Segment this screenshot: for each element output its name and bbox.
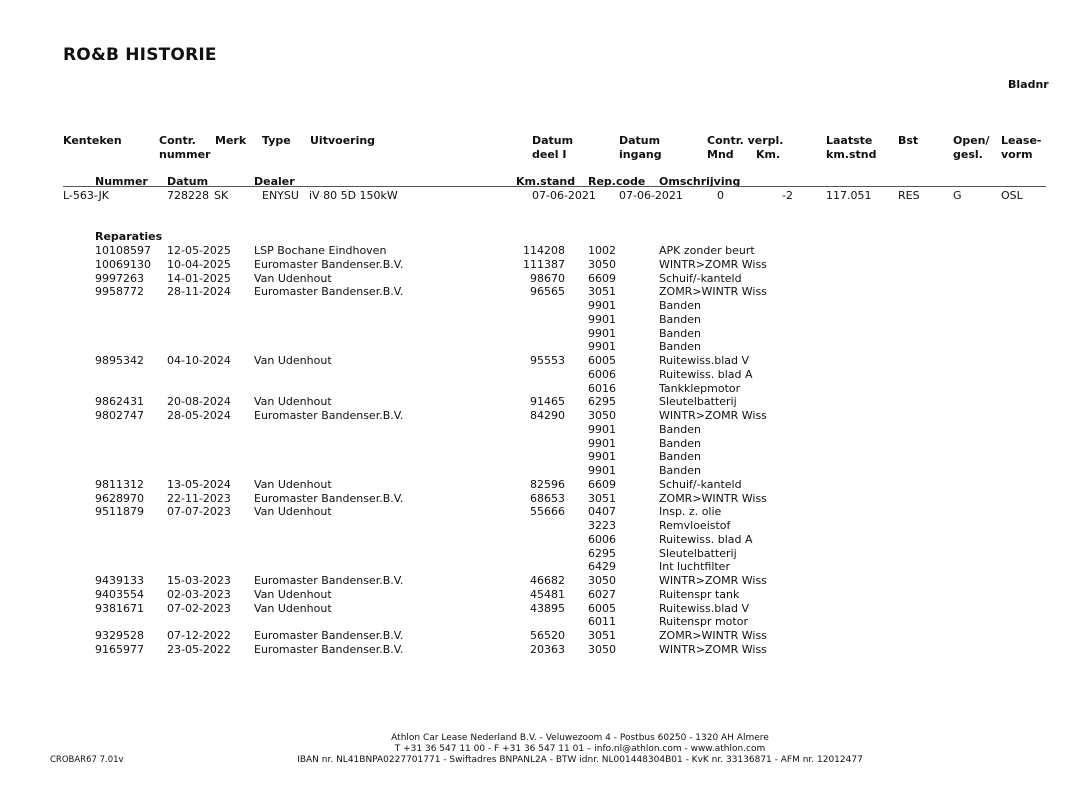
repair-omschrijving: Banden bbox=[659, 436, 701, 450]
footer-line-contact: T +31 36 547 11 00 - F +31 36 547 11 01 – info.nl@athlon.com - www.athlon.com bbox=[394, 744, 766, 754]
repair-kmstand: 46682 bbox=[530, 574, 565, 587]
repair-nummer: 9958772 bbox=[95, 285, 144, 299]
repair-kmstand: 95553 bbox=[530, 354, 565, 367]
header-open-line2: gesl. bbox=[953, 147, 983, 161]
header-datum-deel bbox=[532, 134, 573, 161]
repair-kmstand: 56520 bbox=[530, 629, 565, 642]
repair-kmstand: 84290 bbox=[530, 409, 565, 422]
repair-code: 3050 bbox=[588, 409, 616, 422]
repair-datum: 13-05-2024 bbox=[167, 477, 231, 491]
repair-row bbox=[0, 285, 1080, 299]
repair-row bbox=[0, 643, 1080, 657]
repair-row bbox=[0, 409, 1080, 423]
repair-row bbox=[0, 547, 1080, 561]
repair-code: 3051 bbox=[588, 285, 616, 299]
repair-code: 6005 bbox=[588, 601, 616, 615]
repair-kmstand: 98670 bbox=[530, 271, 565, 285]
header-mnd: Mnd bbox=[707, 147, 734, 161]
footer-company-info bbox=[240, 733, 920, 766]
repair-nummer: 9802747 bbox=[95, 409, 144, 422]
repair-omschrijving: Tankklepmotor bbox=[659, 381, 741, 395]
subheader-kmstand: Km.stand bbox=[516, 175, 576, 188]
repair-omschrijving: Schuif/-kanteld bbox=[659, 271, 742, 285]
subheader-dealer: Dealer bbox=[254, 175, 295, 188]
repair-code: 3050 bbox=[588, 257, 616, 271]
repair-code: 6027 bbox=[588, 587, 616, 601]
repair-code: 3051 bbox=[588, 491, 616, 505]
repair-kmstand: 91465 bbox=[530, 395, 565, 409]
vehicle-datum-ingang: 07-06-2021 bbox=[619, 189, 683, 202]
repair-nummer: 9165977 bbox=[95, 642, 144, 656]
header-datum-ingang-line2: ingang bbox=[619, 147, 662, 161]
page-number-label: Bladnr bbox=[1008, 78, 1049, 91]
repair-kmstand: 43895 bbox=[530, 601, 565, 615]
repair-omschrijving: APK zonder beurt bbox=[659, 244, 755, 257]
repair-nummer: 9811312 bbox=[95, 477, 144, 491]
repair-row bbox=[0, 505, 1080, 519]
subheader-nummer: Nummer bbox=[95, 175, 148, 188]
repair-omschrijving: Banden bbox=[659, 299, 701, 312]
repair-kmstand: 55666 bbox=[530, 505, 565, 519]
repair-row bbox=[0, 299, 1080, 313]
repair-dealer: Van Udenhout bbox=[254, 601, 332, 615]
repair-row bbox=[0, 615, 1080, 629]
repair-row bbox=[0, 629, 1080, 643]
repair-omschrijving: Ruitenspr tank bbox=[659, 587, 740, 601]
repair-row bbox=[0, 437, 1080, 451]
repair-dealer: Euromaster Bandenser.B.V. bbox=[254, 285, 404, 299]
repair-row bbox=[0, 382, 1080, 396]
repair-row bbox=[0, 464, 1080, 478]
repair-code: 9901 bbox=[588, 299, 616, 312]
repair-row bbox=[0, 340, 1080, 354]
repair-datum: 15-03-2023 bbox=[167, 574, 231, 587]
header-divider bbox=[63, 186, 1046, 187]
repair-omschrijving: Banden bbox=[659, 326, 701, 340]
header-type: Type bbox=[262, 134, 291, 147]
repair-code: 3050 bbox=[588, 574, 616, 587]
repair-row bbox=[0, 327, 1080, 341]
repair-code: 6005 bbox=[588, 354, 616, 367]
repair-code: 9901 bbox=[588, 450, 616, 464]
repair-omschrijving: WINTR>ZOMR Wiss bbox=[659, 642, 767, 656]
repair-row bbox=[0, 492, 1080, 506]
repair-code: 6295 bbox=[588, 546, 616, 560]
repair-omschrijving: Sleutelbatterij bbox=[659, 395, 737, 409]
repair-row bbox=[0, 588, 1080, 602]
repair-omschrijving: Schuif/-kanteld bbox=[659, 477, 742, 491]
repair-omschrijving: Banden bbox=[659, 422, 701, 436]
repair-kmstand: 68653 bbox=[530, 491, 565, 505]
repair-nummer: 9895342 bbox=[95, 354, 144, 367]
repair-row bbox=[0, 423, 1080, 437]
repair-row bbox=[0, 354, 1080, 368]
repair-dealer: Van Udenhout bbox=[254, 395, 332, 409]
repair-nummer: 9381671 bbox=[95, 601, 144, 615]
repair-kmstand: 45481 bbox=[530, 587, 565, 601]
repair-row bbox=[0, 368, 1080, 382]
repair-row bbox=[0, 450, 1080, 464]
repair-code: 9901 bbox=[588, 340, 616, 354]
repair-dealer: Van Udenhout bbox=[254, 505, 332, 519]
repair-kmstand: 96565 bbox=[530, 285, 565, 299]
header-lease-line1: Lease- bbox=[1001, 134, 1042, 147]
header-km: Km. bbox=[756, 147, 781, 161]
repair-code: 1002 bbox=[588, 244, 616, 257]
repair-datum: 07-07-2023 bbox=[167, 505, 231, 519]
repair-code: 9901 bbox=[588, 464, 616, 477]
page-title: RO&B HISTORIE bbox=[63, 45, 217, 65]
vehicle-merk: SK bbox=[214, 189, 229, 202]
header-laatste-kmstand bbox=[826, 134, 876, 161]
repair-datum: 22-11-2023 bbox=[167, 491, 231, 505]
repair-dealer: Van Udenhout bbox=[254, 354, 332, 367]
repair-omschrijving: Remvloeistof bbox=[659, 519, 731, 532]
header-merk: Merk bbox=[215, 134, 247, 147]
vehicle-mnd: 0 bbox=[717, 189, 724, 202]
repair-row bbox=[0, 244, 1080, 258]
vehicle-kenteken: L-563-JK bbox=[63, 189, 109, 202]
subheader-repcode: Rep.code bbox=[588, 175, 646, 188]
header-kenteken: Kenteken bbox=[63, 134, 122, 147]
header-leasevorm bbox=[1001, 134, 1041, 161]
header-contract-line2: nummer bbox=[159, 147, 211, 161]
repairs-section-label: Reparaties bbox=[95, 230, 163, 243]
repair-code: 3223 bbox=[588, 519, 616, 532]
repair-code: 0407 bbox=[588, 505, 616, 519]
repair-datum: 07-12-2022 bbox=[167, 629, 231, 642]
subheader-datum: Datum bbox=[167, 175, 209, 188]
repair-datum: 04-10-2024 bbox=[167, 354, 231, 367]
repair-datum: 28-11-2024 bbox=[167, 285, 231, 299]
header-datum-ingang-line1: Datum bbox=[619, 134, 661, 147]
repair-nummer: 10108597 bbox=[95, 244, 151, 257]
repair-kmstand: 114208 bbox=[523, 244, 565, 257]
repair-omschrijving: Ruitenspr motor bbox=[659, 615, 748, 629]
repair-row bbox=[0, 258, 1080, 272]
repair-omschrijving: Ruitewiss. blad A bbox=[659, 367, 753, 381]
repair-omschrijving: ZOMR>WINTR Wiss bbox=[659, 285, 767, 299]
repair-nummer: 9997263 bbox=[95, 271, 144, 285]
repair-datum: 10-04-2025 bbox=[167, 257, 231, 271]
repair-omschrijving: WINTR>ZOMR Wiss bbox=[659, 574, 767, 587]
repair-datum: 02-03-2023 bbox=[167, 587, 231, 601]
repair-omschrijving: WINTR>ZOMR Wiss bbox=[659, 257, 767, 271]
repair-code: 6011 bbox=[588, 615, 616, 629]
repair-dealer: Euromaster Bandenser.B.V. bbox=[254, 257, 404, 271]
repair-omschrijving: Banden bbox=[659, 464, 701, 477]
repair-datum: 12-05-2025 bbox=[167, 244, 231, 257]
repair-nummer: 10069130 bbox=[95, 257, 151, 271]
vehicle-uitvoering: iV 80 5D 150kW bbox=[309, 189, 398, 202]
repair-nummer: 9862431 bbox=[95, 395, 144, 409]
repair-code: 6006 bbox=[588, 532, 616, 546]
repair-omschrijving: Ruitewiss.blad V bbox=[659, 601, 750, 615]
vehicle-contract: 728228 bbox=[167, 189, 209, 202]
repair-code: 6609 bbox=[588, 477, 616, 491]
repair-code: 6429 bbox=[588, 560, 616, 574]
repair-datum: 14-01-2025 bbox=[167, 271, 231, 285]
form-code: CROBAR67 7.01v bbox=[50, 755, 124, 765]
vehicle-type: ENYSU bbox=[262, 189, 299, 202]
header-datum-ingang bbox=[619, 134, 662, 161]
repair-omschrijving: Banden bbox=[659, 312, 701, 326]
repair-nummer: 9403554 bbox=[95, 587, 144, 601]
header-open-line1: Open/ bbox=[953, 134, 990, 147]
repair-kmstand: 20363 bbox=[530, 642, 565, 656]
header-datum-deel-line1: Datum bbox=[532, 134, 574, 147]
header-laatste-line1: Laatste bbox=[826, 134, 873, 147]
repair-datum: 23-05-2022 bbox=[167, 642, 231, 656]
repair-kmstand: 82596 bbox=[530, 477, 565, 491]
repair-code: 9901 bbox=[588, 422, 616, 436]
header-bst: Bst bbox=[898, 134, 919, 147]
repair-row bbox=[0, 602, 1080, 616]
header-datum-deel-line2: deel I bbox=[532, 147, 567, 161]
repair-datum: 20-08-2024 bbox=[167, 395, 231, 409]
vehicle-laatste-km: 117.051 bbox=[826, 189, 872, 202]
repair-dealer: Van Udenhout bbox=[254, 271, 332, 285]
repair-row bbox=[0, 574, 1080, 588]
subheader-omschrijving: Omschrijving bbox=[659, 175, 741, 188]
repair-code: 9901 bbox=[588, 326, 616, 340]
repair-code: 6609 bbox=[588, 271, 616, 285]
repair-omschrijving: Int luchtfilter bbox=[659, 560, 730, 574]
repair-row bbox=[0, 533, 1080, 547]
repair-nummer: 9329528 bbox=[95, 629, 144, 642]
repair-omschrijving: Banden bbox=[659, 450, 701, 464]
repair-code: 9901 bbox=[588, 312, 616, 326]
repair-row bbox=[0, 313, 1080, 327]
repair-omschrijving: WINTR>ZOMR Wiss bbox=[659, 409, 767, 422]
vehicle-bst: RES bbox=[898, 189, 920, 202]
repair-code: 9901 bbox=[588, 436, 616, 450]
repair-dealer: Van Udenhout bbox=[254, 477, 332, 491]
repair-kmstand: 111387 bbox=[523, 257, 565, 271]
repair-code: 6016 bbox=[588, 381, 616, 395]
header-contract bbox=[159, 134, 210, 161]
repair-omschrijving: Sleutelbatterij bbox=[659, 546, 737, 560]
repair-omschrijving: Ruitewiss. blad A bbox=[659, 532, 753, 546]
repair-dealer: Euromaster Bandenser.B.V. bbox=[254, 629, 404, 642]
vehicle-km: -2 bbox=[782, 189, 793, 202]
repair-row bbox=[0, 272, 1080, 286]
repair-nummer: 9439133 bbox=[95, 574, 144, 587]
repair-datum: 07-02-2023 bbox=[167, 601, 231, 615]
repair-nummer: 9628970 bbox=[95, 491, 144, 505]
repair-code: 6295 bbox=[588, 395, 616, 409]
repair-row bbox=[0, 519, 1080, 533]
repair-nummer: 9511879 bbox=[95, 505, 144, 519]
repair-omschrijving: ZOMR>WINTR Wiss bbox=[659, 629, 767, 642]
repair-dealer: Euromaster Bandenser.B.V. bbox=[254, 409, 404, 422]
repair-dealer: Euromaster Bandenser.B.V. bbox=[254, 574, 404, 587]
repair-code: 6006 bbox=[588, 367, 616, 381]
vehicle-lease: OSL bbox=[1001, 189, 1023, 202]
header-open-gesloten bbox=[953, 134, 990, 161]
header-contract-line1: Contr. bbox=[159, 134, 196, 147]
repair-row bbox=[0, 560, 1080, 574]
footer-line-address: Athlon Car Lease Nederland B.V. - Veluwezoom 4 - Postbus 60250 - 1320 AH Almere bbox=[391, 733, 769, 743]
header-laatste-line2: km.stnd bbox=[826, 147, 877, 161]
repair-row bbox=[0, 395, 1080, 409]
repair-omschrijving: Insp. z. olie bbox=[659, 505, 722, 519]
header-uitvoering: Uitvoering bbox=[310, 134, 376, 147]
repair-omschrijving: Ruitewiss.blad V bbox=[659, 354, 750, 367]
header-contract-verplichting: Contr. verpl. bbox=[707, 134, 784, 147]
repair-row bbox=[0, 478, 1080, 492]
repair-datum: 28-05-2024 bbox=[167, 409, 231, 422]
repair-dealer: Euromaster Bandenser.B.V. bbox=[254, 642, 404, 656]
vehicle-open: G bbox=[953, 189, 962, 202]
repair-dealer: Van Udenhout bbox=[254, 587, 332, 601]
repair-omschrijving: ZOMR>WINTR Wiss bbox=[659, 491, 767, 505]
repair-dealer: Euromaster Bandenser.B.V. bbox=[254, 491, 404, 505]
repair-code: 3051 bbox=[588, 629, 616, 642]
header-lease-line2: vorm bbox=[1001, 147, 1033, 161]
repair-dealer: LSP Bochane Eindhoven bbox=[254, 244, 387, 257]
repair-code: 3050 bbox=[588, 642, 616, 656]
vehicle-datum-deel: 07-06-2021 bbox=[532, 189, 596, 202]
footer-line-banking: IBAN nr. NL41BNPA0227701771 - Swiftadres BNPANL2A - BTW idnr. NL001448304B01 - KvK nr. 33136871 - AFM nr. 12012477 bbox=[297, 755, 863, 765]
repair-omschrijving: Banden bbox=[659, 340, 701, 354]
